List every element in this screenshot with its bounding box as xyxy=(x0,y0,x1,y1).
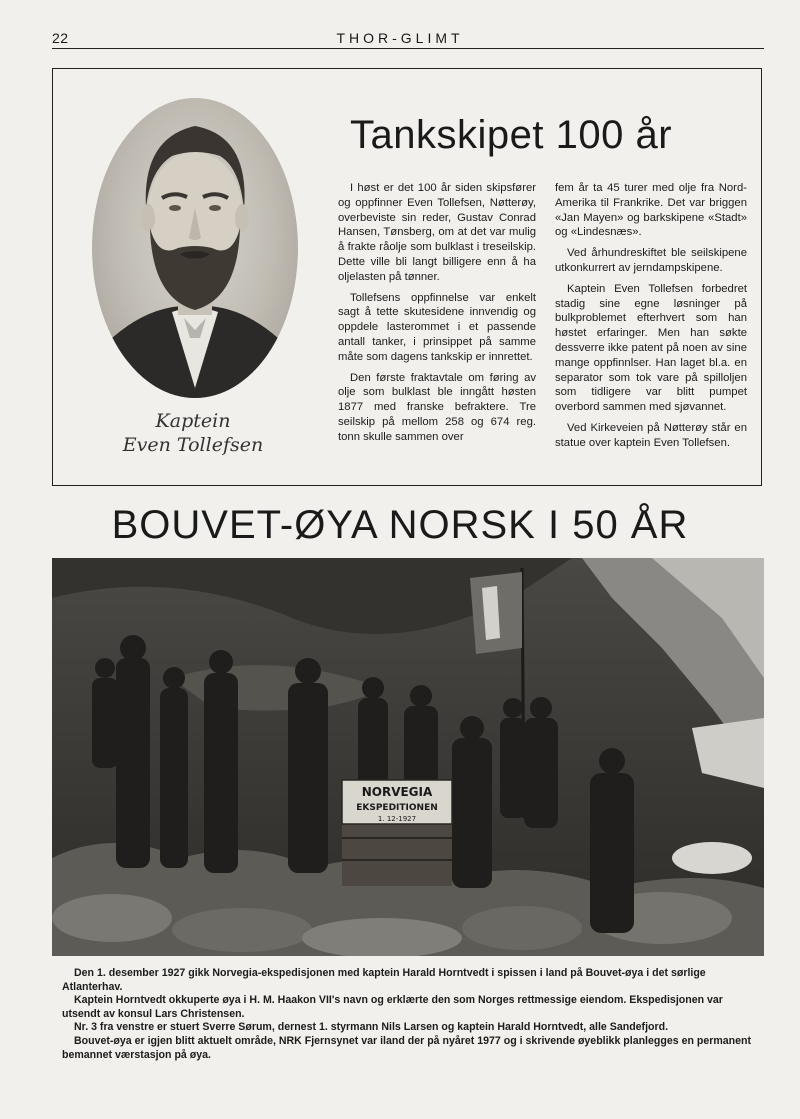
caption-paragraph: Bouvet-øya er igjen blitt aktuelt område, NRK Fjernsynet var iland der på nyåret 1977 og i skrivende øyeblikk planlegges en permanent bemannet værstasjon på øya. xyxy=(62,1034,752,1061)
caption-paragraph: Kaptein Horntvedt okkuperte øya i H. M. Haakon VII's navn og erklærte den som Norges rettmessige eiendom. Ekspedisjonen var utsendt av konsul Lars Christensen. xyxy=(62,994,723,1020)
expedition-photo xyxy=(52,558,764,956)
paragraph: Den første fraktavtale om føring av olje som bulklast ble inngått høsten 1877 med franske befraktere. Tre seilskip på mellom 258 og 674 reg. tonn skulle sammen over xyxy=(338,371,536,443)
article-column-right xyxy=(555,181,747,457)
caption-paragraph: Den 1. desember 1927 gikk Norvegia-ekspedisjonen med kaptein Harald Horntvedt i spissen i land på Bouvet-øya i det sørlige Atlanterhav. xyxy=(62,967,706,993)
section-title: BOUVET-ØYA NORSK I 50 ÅR xyxy=(111,503,689,547)
photo-caption xyxy=(62,967,762,1062)
caption-paragraph: Nr. 3 fra venstre er stuert Sverre Sørum, dernest 1. styrmann Nils Larsen og kaptein Harald Horntvedt, alle Sandefjord. xyxy=(74,1021,669,1034)
sign-line-1: NORVEGIA xyxy=(361,785,433,799)
portrait-caption-title: Kaptein xyxy=(155,410,231,432)
portrait-photo xyxy=(92,98,298,398)
paragraph: Ved århundreskiftet ble seilskipene utkonkurrert av jerndampskipene. xyxy=(555,247,747,274)
sign-line-3: 1. 12-1927 xyxy=(377,815,417,823)
article-column-left xyxy=(338,181,536,451)
paragraph: Tollefsens oppfinnelse var enkelt sagt å tette skutesidene innvendig og oppdele lasterommet i et passende antall tanker, i prinsippet på samme måte som dagens tankskip er innrettet. xyxy=(338,291,536,363)
portrait-caption-name: Even Tollefsen xyxy=(122,434,264,456)
header-rule xyxy=(52,48,764,49)
paragraph: fem år ta 45 turer med olje fra Nord-Amerika til Frankrike. Det var briggen «Jan Mayen» og barkskipene «Stadt» og «Lindesnæs». xyxy=(555,182,747,239)
page-number: 22 xyxy=(52,30,69,46)
sign-line-2: EKSPEDITIONEN xyxy=(356,803,438,813)
paragraph: Ved Kirkeveien på Nøtterøy står en statue over kaptein Even Tollefsen. xyxy=(555,421,747,449)
running-head: THOR-GLIMT xyxy=(336,30,464,46)
paragraph: Kaptein Even Tollefsen forbedret stadig sine egne løsninger på bulkproblemet efterhvert som han høstet erfaringer. Men han søkte dessverre ikke patent på noen av sine mange oppfinnlser. Han laget bl.a. en separator som tok vare på spilloljen som tidligere var blitt pumpet overbord sammen med sjøvannet. xyxy=(555,282,747,414)
article-title: Tankskipet 100 år xyxy=(350,113,673,157)
paragraph: I høst er det 100 år siden skipsfører og oppfinner Even Tollefsen, Nøtterøy, overbeviste sin reder, Gustav Conrad Hansen, Tønsberg, om at det var mulig å frakte råolje som bulklast i treseilskip. Dette ville bli langt billigere enn å ha oljelasten på tønner. xyxy=(338,182,536,283)
